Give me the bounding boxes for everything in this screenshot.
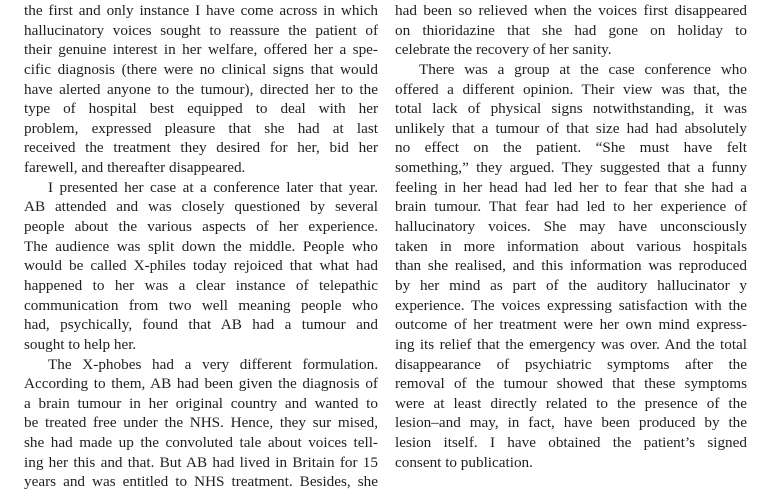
text-line: years and was entitled to NHS treatment. Besides, she <box>24 473 378 491</box>
text-line: ing its relief that the emergency was over. And the total <box>395 335 747 353</box>
text-line: consent to publication. <box>395 453 533 471</box>
text-line: experience. The voices expressing satisfaction with the <box>395 296 747 314</box>
text-line: disappearance of psychiatric symptoms after the <box>395 355 747 373</box>
text-line: communication from two well meaning people who <box>24 296 378 314</box>
text-line: happened to her was a clear instance of telepathic <box>24 276 378 294</box>
text-line: According to them, AB had been given the diagnosis of <box>24 375 378 393</box>
text-line: be treated free under the NHS. Hence, they sur mised, <box>24 414 378 432</box>
text-line: offered a different opinion. Their view was that, the <box>395 80 747 98</box>
text-line: lesion–and may, in fact, have been produced by the <box>395 414 747 432</box>
text-line: AB attended and was closely questioned by several <box>24 198 378 216</box>
text-line: sought to help her. <box>24 335 137 353</box>
text-line: on thioridazine that she had gone on holiday to <box>395 21 747 39</box>
text-line: total lack of physical signs notwithstanding, it was <box>395 100 747 118</box>
text-line: had, psychically, found that AB had a tumour and <box>24 316 378 334</box>
text-line: ing her this and that. But AB had lived in Britain for 15 <box>24 453 378 471</box>
text-line: received the treatment they desired for her, bid her <box>24 139 378 157</box>
text-line: their genuine interest in her welfare, offered her a spe- <box>24 41 378 59</box>
text-line: celebrate the recovery of her sanity. <box>395 41 612 59</box>
text-line: something,” they argued. They suggested that a funny <box>395 159 747 177</box>
text-line: The X-phobes had a very different formulation. <box>48 355 378 373</box>
right-text-column <box>395 1 747 472</box>
text-line: problem, expressed pleasure that she had at last <box>24 119 378 137</box>
text-line: hallucinatory voices sought to reassure the patient of <box>24 21 378 39</box>
text-line: would be called X-philes today rejoiced that what had <box>24 257 378 275</box>
text-line: cific diagnosis (there were no clinical signs that would <box>24 60 378 78</box>
text-line: people about the various aspects of her experience. <box>24 218 378 236</box>
text-line: no effect on the patient. “She must have felt <box>395 139 747 157</box>
text-line: a brain tumour in her original country and wanted to <box>24 394 378 412</box>
text-line: brain tumour. That fear had led to her experience of <box>395 198 747 216</box>
text-line: have alerted anyone to the tumour), directed her to the <box>24 80 378 98</box>
text-line: removal of the tumour showed that these symptoms <box>395 375 747 393</box>
text-line: The audience was split down the middle. People who <box>24 237 378 255</box>
text-line: the first and only instance I have come across in which <box>24 2 378 19</box>
text-line: I presented her case at a conference later that year. <box>48 178 378 196</box>
left-text-column <box>24 1 378 492</box>
text-line: taken in more information about various hospitals <box>395 237 747 255</box>
text-line: feeling in her head had led her to fear that she had a <box>395 178 747 196</box>
text-line: hallucinatory voices. She may have unconsciously <box>395 218 747 236</box>
text-line: type of hospital best equipped to deal with her <box>24 100 378 118</box>
text-line: lesion itself. I have obtained the patient’s signed <box>395 434 747 452</box>
text-line: she had made up the convoluted tale about voices tell- <box>24 434 378 452</box>
text-line: than she realised, and this information was reproduced <box>395 257 747 275</box>
text-line: unlikely that a tumour of that size had had absolutely <box>395 119 747 137</box>
text-line: had been so relieved when the voices first disappeared <box>395 2 747 19</box>
text-line: farewell, and thereafter disappeared. <box>24 159 246 177</box>
text-line: were at least directly related to the presence of the <box>395 394 747 412</box>
text-line: by her mind as part of the auditory hallucinator y <box>395 276 747 294</box>
text-line: There was a group at the case conference who <box>419 60 747 78</box>
text-line: outcome of her treatment were her own mind express- <box>395 316 747 334</box>
